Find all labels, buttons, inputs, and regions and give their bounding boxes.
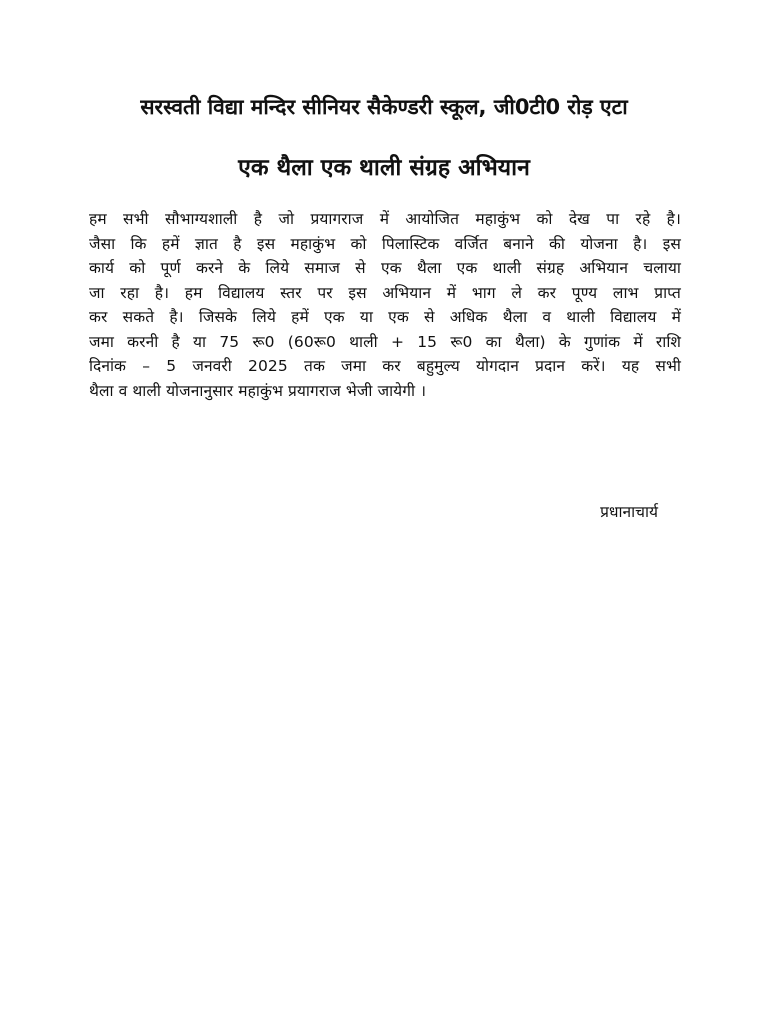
- school-name-heading: सरस्वती विद्या मन्दिर सीनियर सैकेण्डरी स्कूल, जी0टी0 रोड़ एटा: [140, 95, 628, 119]
- body-line: जैसा कि हमें ज्ञात है इस महाकुंभ को पिलास्टिक वर्जित बनाने की योजना है। इस: [89, 234, 681, 253]
- body-line: कार्य को पूर्ण करने के लिये समाज से एक थैला एक थाली संग्रह अभियान चलाया: [89, 259, 681, 277]
- body-line: कर सकते है। जिसके लिये हमें एक या एक से अधिक थैला व थाली विद्यालय में: [89, 308, 681, 326]
- body-line: हम सभी सौभाग्यशाली है जो प्रयागराज में आयोजित महाकुंभ को देख पा रहे है।: [89, 210, 681, 228]
- campaign-title: एक थैला एक थाली संग्रह अभियान: [238, 155, 530, 181]
- body-line: जा रहा है। हम विद्यालय स्तर पर इस अभियान में भाग ले कर पूण्य लाभ प्राप्त: [89, 283, 681, 302]
- principal-signature: प्रधानाचार्य: [600, 503, 658, 521]
- body-line: थैला व थाली योजनानुसार महाकुंभ प्रयागराज भेजी जायेगी ।: [89, 381, 427, 400]
- body-line: दिनांक – 5 जनवरी 2025 तक जमा कर बहुमुल्य योगदान प्रदान करें। यह सभी: [89, 357, 681, 375]
- body-line: जमा करनी है या 75 रू0 (60रू0 थाली + 15 रू0 का थैला) के गुणांक में राशि: [89, 332, 681, 351]
- notice-body: [89, 207, 681, 403]
